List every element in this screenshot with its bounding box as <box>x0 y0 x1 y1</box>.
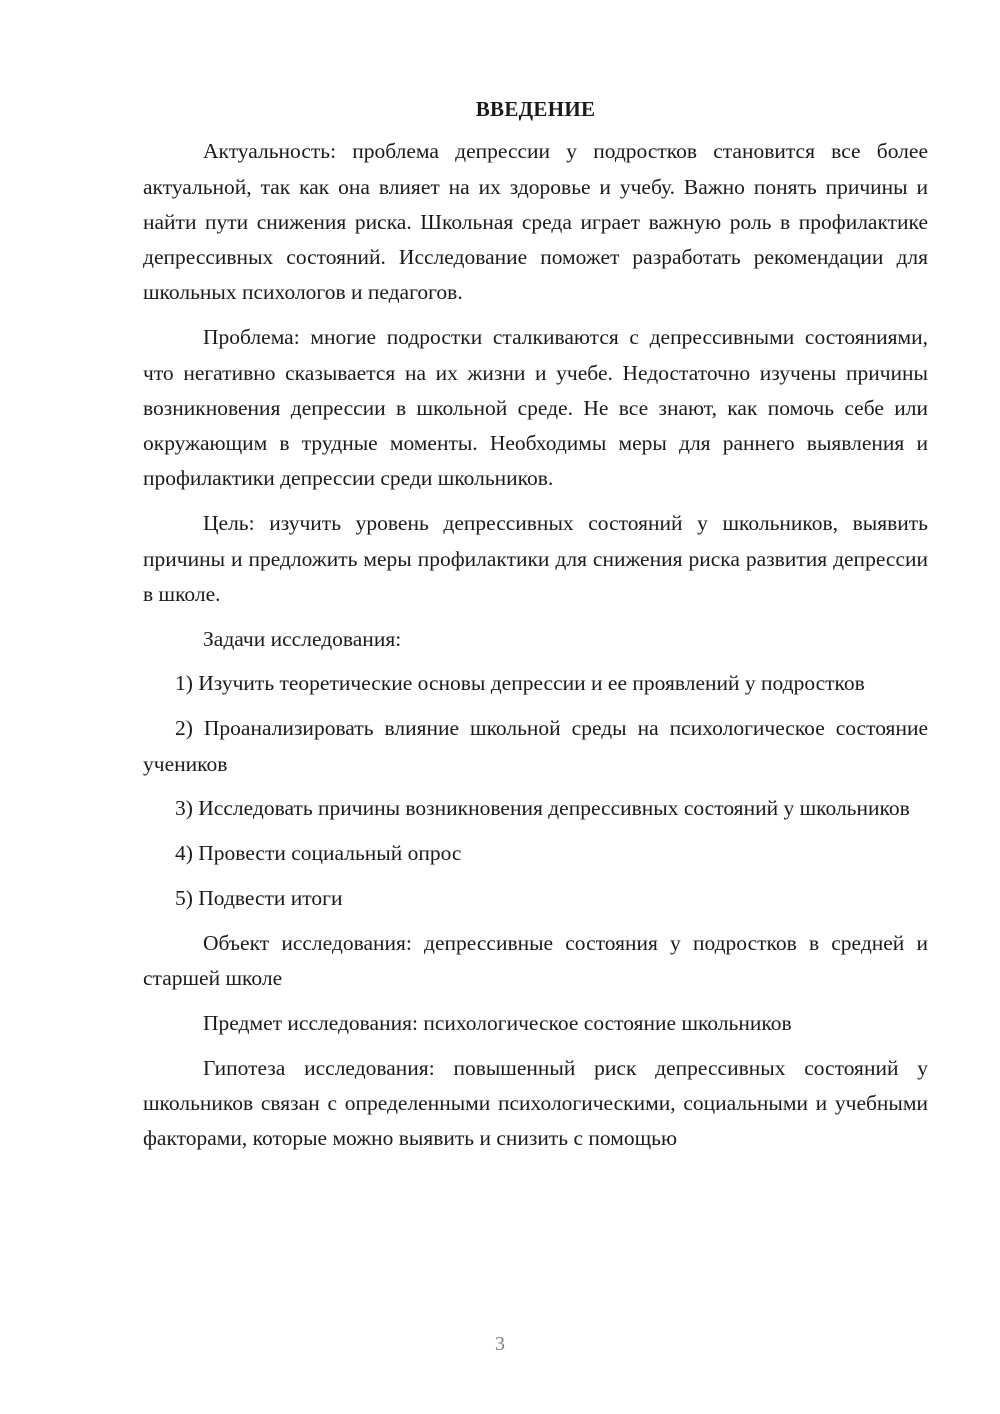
tasks-heading: Задачи исследования: <box>203 626 402 651</box>
paragraph-problem: Проблема: многие подростки сталкиваются с депрессивными состояниями, что негативно сказывается на их жизни и учебе. Недостаточно изучены причины возникновения депрессии в школьной среде. Не все знают, как помочь себе или окружающим в трудные моменты. Необходимы меры для раннего выявления и профилактики депрессии среди школьников. <box>143 325 928 491</box>
paragraph-hypothesis: Гипотеза исследования: повышенный риск депрессивных состояний у школьников связан с определенными психологическими, социальными и учебными факторами, которые можно выявить и снизить с помощью <box>143 1055 928 1151</box>
paragraph-goal: Цель: изучить уровень депрессивных состояний у школьников, выявить причины и предложить меры профилактики для снижения риска развития депрессии в школе. <box>143 511 928 606</box>
page-number: 3 <box>495 1333 505 1355</box>
task-item-5: 5) Подвести итоги <box>175 885 343 910</box>
task-item-3: 3) Исследовать причины возникновения депрессивных состояний у школьников <box>175 796 910 821</box>
paragraph-subject: Предмет исследования: психологическое состояние школьников <box>203 1010 792 1035</box>
task-item-2: 2) Проанализировать влияние школьной среды на психологическое состояние учеников <box>143 716 928 776</box>
page-title: ВВЕДЕНИЕ <box>475 97 596 121</box>
document-page <box>143 92 928 1166</box>
paragraph-object: Объект исследования: депрессивные состояния у подростков в средней и старшей школе <box>143 930 928 991</box>
paragraph-relevance: Актуальность: проблема депрессии у подростков становится все более актуальной, так как она влияет на их здоровье и учебу. Важно понять причины и найти пути снижения риска. Школьная среда играет важную роль в профилактике депрессивных состояний. Исследование поможет разработать рекомендации для школьных психологов и педагогов. <box>143 139 928 305</box>
task-item-4: 4) Провести социальный опрос <box>175 841 462 866</box>
task-item-1: 1) Изучить теоретические основы депрессии и ее проявлений у подростков <box>175 671 865 696</box>
